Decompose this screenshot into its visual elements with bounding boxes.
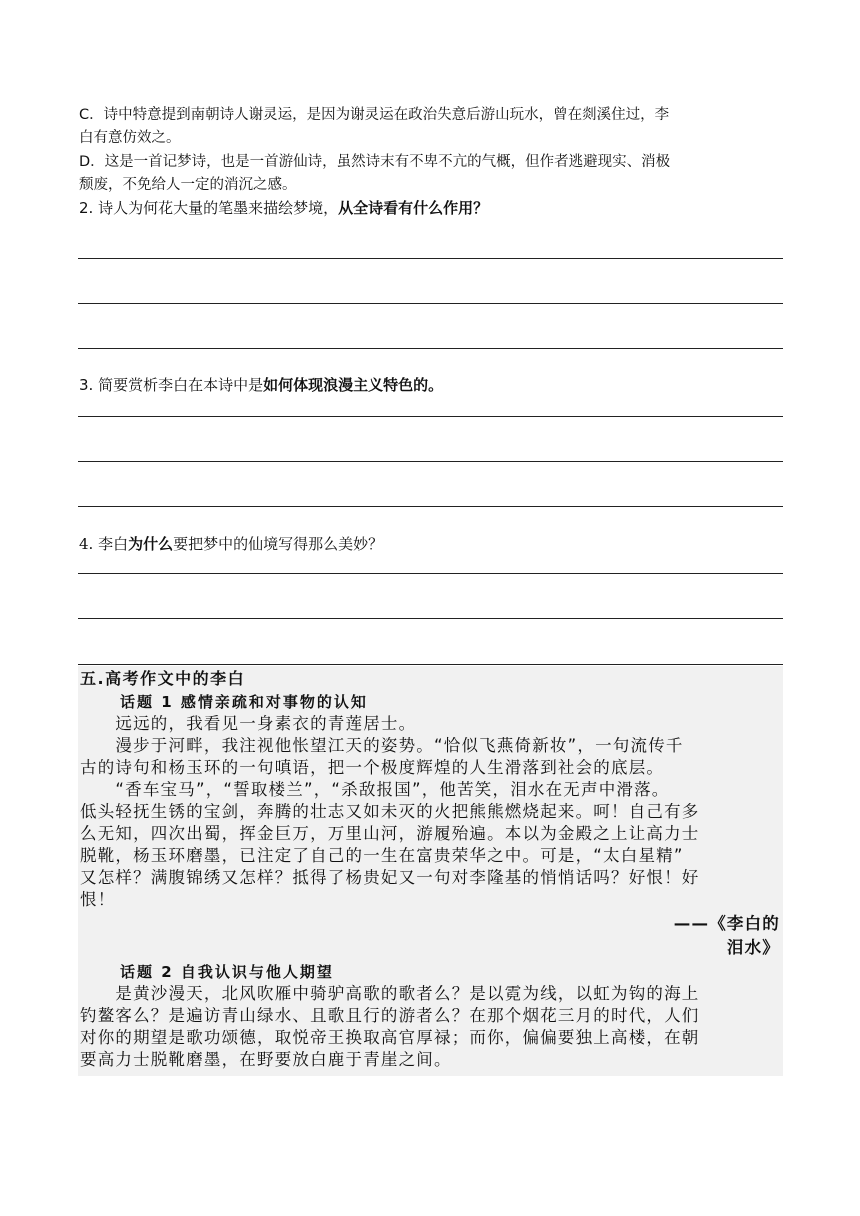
essay-1-source-line-2: 泪水》 <box>726 938 780 957</box>
option-d-line-1: D．这是一首记梦诗，也是一首游仙诗，虽然诗末有不卑不亢的气概，但作者逃避现实、消极 <box>79 154 671 170</box>
question-4-emphasis: 为什么 <box>128 535 174 553</box>
question-4 <box>79 535 383 553</box>
answer-line-q4-2[interactable] <box>78 618 783 619</box>
essay-1-line: 远远的，我看见一身素衣的青莲居士。 <box>80 714 417 733</box>
answer-line-q3-1[interactable] <box>78 416 783 417</box>
question-4-suffix: 要把梦中的仙境写得那么美妙？ <box>173 535 384 553</box>
question-3 <box>79 376 443 394</box>
essay-2-line: 是黄沙漫天，北风吹雁中骑驴高歌的歌者么？是以霓为线，以虹为钩的海上 <box>80 984 700 1003</box>
option-c-line-2: 白有意仿效之。 <box>79 130 181 146</box>
answer-line-q4-3[interactable] <box>78 664 783 665</box>
answer-line-q3-3[interactable] <box>78 506 783 507</box>
question-3-prefix: 3. 简要赏析李白在本诗中是 <box>79 376 264 394</box>
section-five-heading: 五.高考作文中的李白 <box>80 669 246 688</box>
essay-1-line: “香车宝马”，“誓取楼兰”，“杀敌报国”，他苦笑，泪水在无声中滑落。 <box>80 780 670 799</box>
option-c-line-1: C．诗中特意提到南朝诗人谢灵运，是因为谢灵运在政治失意后游山玩水，曾在剡溪住过，李 <box>79 107 670 123</box>
essay-1-line: 脱靴，杨玉环磨墨，已注定了自己的一生在富贵荣华之中。可是，“太白星精” <box>80 846 684 865</box>
answer-line-q2-1[interactable] <box>78 258 783 259</box>
answer-line-q2-2[interactable] <box>78 303 783 304</box>
topic-1-heading: 话题 1 感情亲疏和对事物的认知 <box>120 693 368 711</box>
question-2-emphasis: 从全诗看有什么作用？ <box>338 199 489 217</box>
topic-2-heading: 话题 2 自我认识与他人期望 <box>120 963 334 981</box>
question-2-prefix: 2. 诗人为何花大量的笔墨来描绘梦境， <box>79 199 339 217</box>
essay-1-line: 恨！ <box>80 890 116 909</box>
essay-1-line: 么无知，四次出蜀，挥金巨万，万里山河，游履殆遍。本以为金殿之上让高力士 <box>80 824 700 843</box>
essay-1-line: 又怎样？满腹锦绣又怎样？抵得了杨贵妃又一句对李隆基的悄悄话吗？好恨！好 <box>80 868 700 887</box>
question-2 <box>79 199 488 217</box>
answer-line-q2-3[interactable] <box>78 348 783 349</box>
answer-line-q4-1[interactable] <box>78 573 783 574</box>
essay-1-source-line-1: ——《李白的 <box>673 914 780 933</box>
question-3-emphasis: 如何体现浪漫主义特色的。 <box>263 376 444 394</box>
essay-1-line: 漫步于河畔，我注视他怅望江天的姿势。“恰似飞燕倚新妆”，一句流传千 <box>80 736 684 755</box>
essay-2-line: 钓鳌客么？是遍访青山绿水、且歌且行的游者么？在那个烟花三月的时代，人们 <box>80 1006 700 1025</box>
essay-2-line: 对你的期望是歌功颂德，取悦帝王换取高官厚禄；而你，偏偏要独上高楼，在朝 <box>80 1028 700 1047</box>
essay-1-line: 低头轻抚生锈的宝剑，奔腾的壮志又如未灭的火把熊熊燃烧起来。呵！自己有多 <box>80 802 700 821</box>
question-4-prefix: 4. 李白 <box>79 535 129 553</box>
answer-line-q3-2[interactable] <box>78 461 783 462</box>
essay-1-line: 古的诗句和杨玉环的一句嗔语，把一个极度辉煌的人生滑落到社会的底层。 <box>80 758 665 777</box>
option-d-line-2: 颓废，不免给人一定的消沉之感。 <box>79 177 297 193</box>
essay-2-line: 要高力士脱靴磨墨，在野要放白鹿于青崖之间。 <box>80 1050 452 1069</box>
